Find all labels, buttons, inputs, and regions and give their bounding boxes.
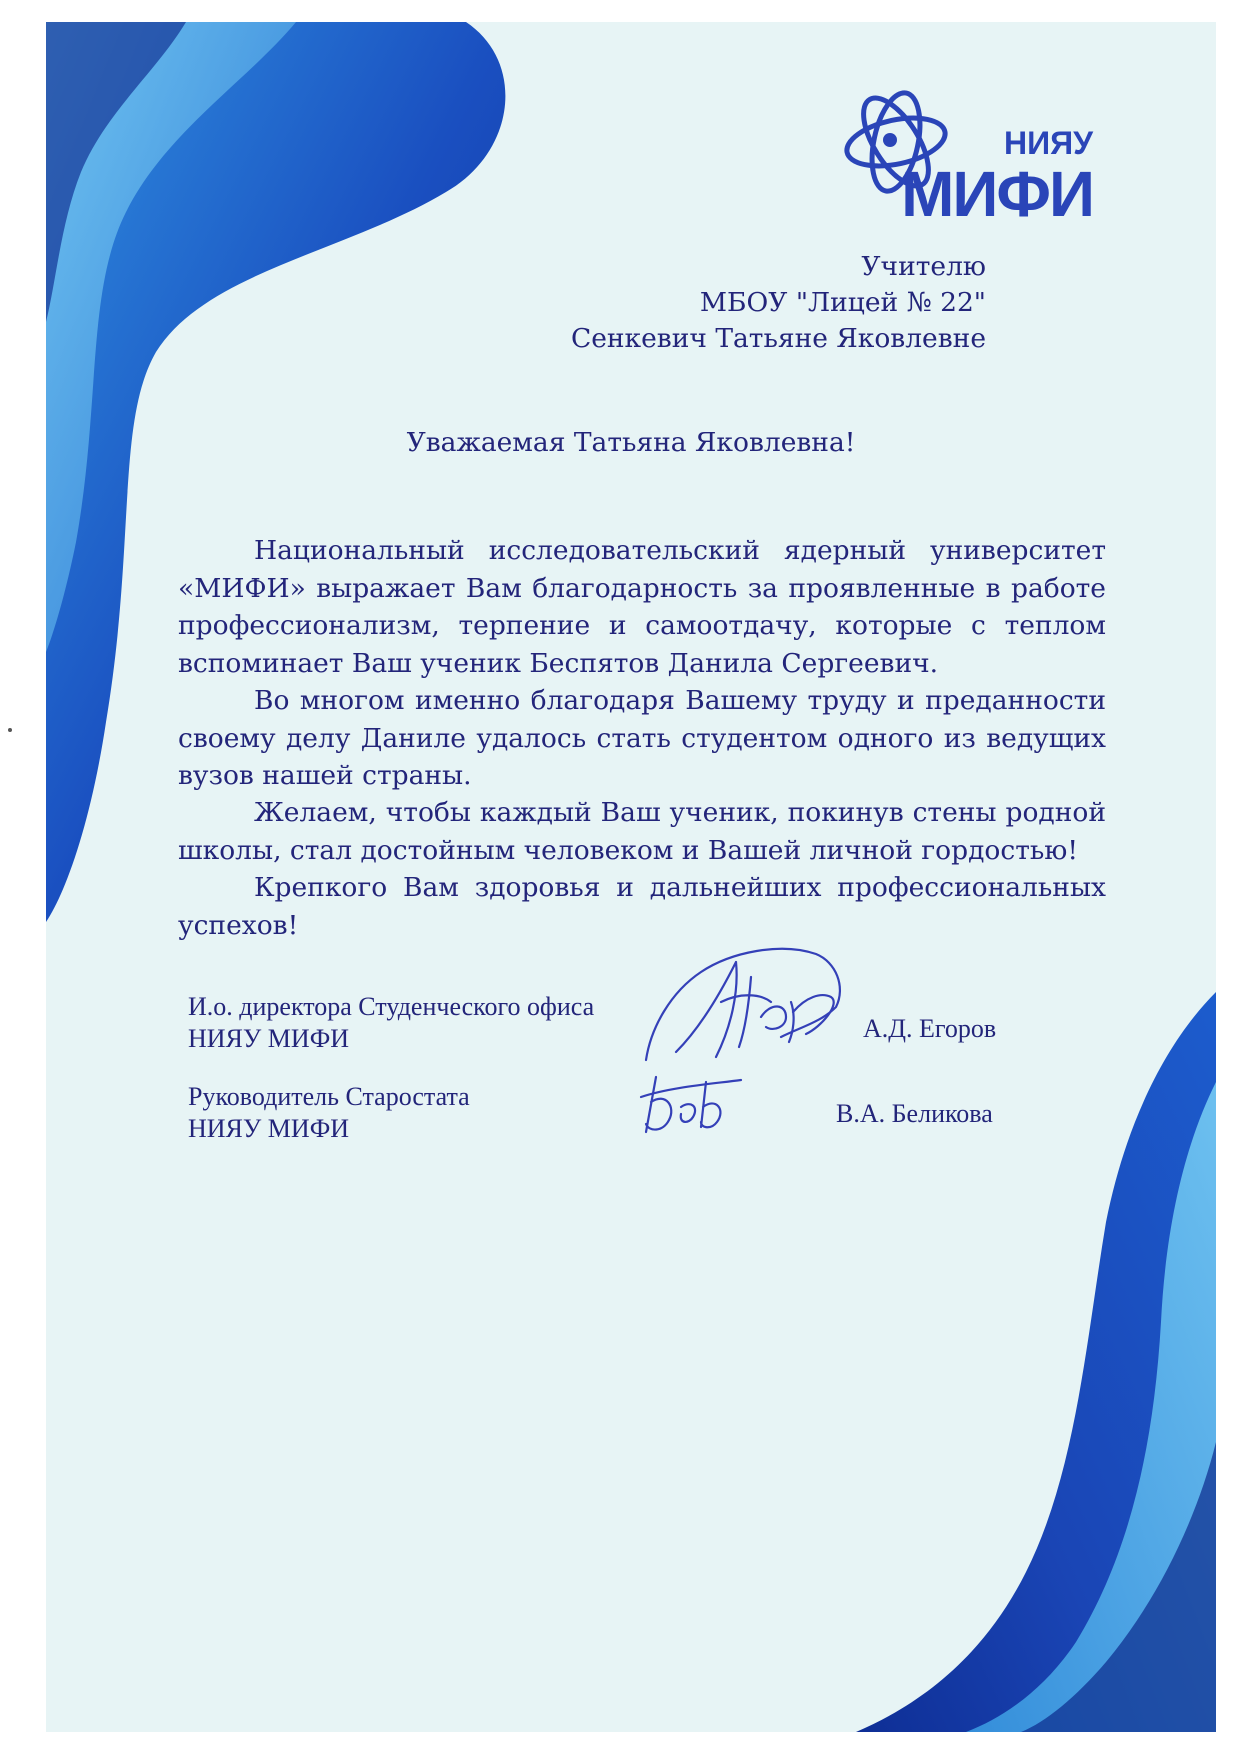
signatory-1-title-line-2: НИЯУ МИФИ	[188, 1024, 350, 1053]
signatory-2-title-line-2: НИЯУ МИФИ	[188, 1114, 350, 1143]
signatory-2-title-line-1: Руководитель Старостата	[188, 1082, 470, 1111]
scan-artifact	[8, 728, 12, 732]
addressee-line-3: Сенкевич Татьяне Яковлевне	[570, 323, 986, 354]
salutation: Уважаемая Татьяна Яковлевна!	[406, 427, 856, 458]
body-paragraph-4: Крепкого Вам здоровья и дальнейших профессиональных успехов!	[178, 872, 1106, 941]
mephi-logo	[838, 74, 1138, 244]
body-paragraph-2: Во многом именно благодаря Вашему труду и преданности своему делу Даниле удалось стать студентом одного из ведущих вузов нашей страны.	[178, 685, 1106, 791]
addressee-line-1: Учителю	[861, 251, 986, 282]
body-paragraph-1: Национальный исследовательский ядерный университет «МИФИ» выражает Вам благодарность за проявленные в работе профессионализм, терпение и самоотдачу, которые с теплом вспоминает Ваш ученик Беспятов Данила Сергеевич.	[178, 535, 1106, 679]
signatory-2-name: В.А. Беликова	[836, 1099, 993, 1128]
logo-small-text: НИЯУ	[1003, 125, 1093, 161]
addressee-line-2: МБОУ "Лицей № 22"	[699, 287, 986, 318]
signatory-1-title-line-1: И.о. директора Студенческого офиса	[188, 992, 595, 1021]
signature-egorov	[621, 932, 881, 1072]
logo-large-text: МИФИ	[901, 158, 1093, 230]
letter-page	[46, 22, 1216, 1732]
signatory-1-name: А.Д. Егоров	[863, 1014, 997, 1043]
signature-belikova	[631, 1062, 751, 1142]
body-paragraph-3: Желаем, чтобы каждый Ваш ученик, покинув стены родной школы, стал достойным человеком и Вашей личной гордостью!	[178, 797, 1106, 866]
